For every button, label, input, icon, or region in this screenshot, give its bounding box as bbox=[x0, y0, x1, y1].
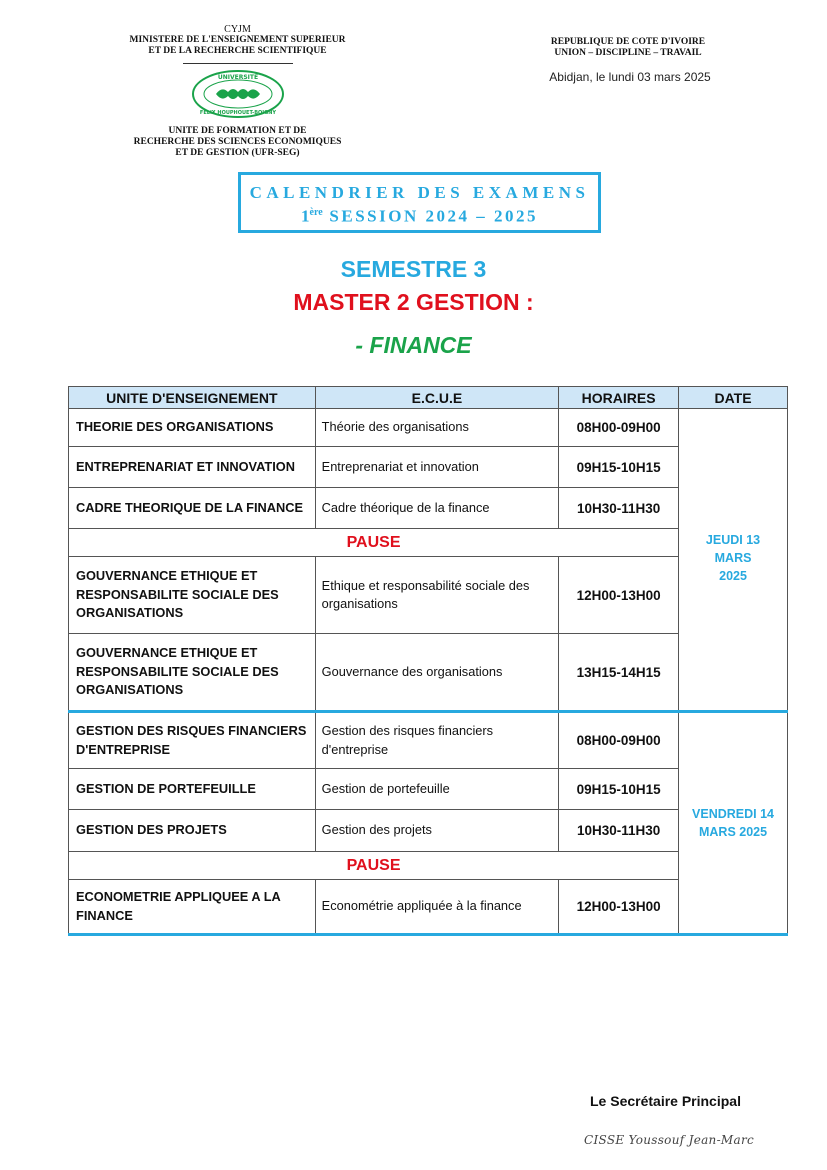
ue-cell: ECONOMETRIE APPLIQUEE A LA FINANCE bbox=[69, 880, 316, 935]
divider bbox=[183, 63, 293, 64]
ufr-line-3: ET DE GESTION (UFR-SEG) bbox=[175, 148, 300, 158]
initials: CYJM bbox=[224, 24, 251, 35]
document-date: Abidjan, le lundi 03 mars 2025 bbox=[549, 70, 711, 84]
exam-schedule-table bbox=[68, 386, 788, 936]
national-motto: UNION – DISCIPLINE – TRAVAIL bbox=[554, 48, 702, 58]
time-cell: 08H00-09H00 bbox=[559, 409, 679, 447]
time-cell: 09H15-10H15 bbox=[559, 447, 679, 488]
ecue-cell: Gouvernance des organisations bbox=[315, 634, 559, 712]
table-row bbox=[69, 409, 788, 447]
session-number: 1 bbox=[301, 206, 310, 226]
pause-label: PAUSE bbox=[69, 852, 679, 880]
title-box bbox=[238, 172, 601, 233]
ufr-line-2: RECHERCHE DES SCIENCES ECONOMIQUES bbox=[133, 137, 342, 147]
ue-cell: GOUVERNANCE ETHIQUE ET RESPONSABILITE SOCIALE DES ORGANISATIONS bbox=[69, 634, 316, 712]
session-superscript: ère bbox=[309, 207, 323, 218]
header-ecue: E.C.U.E bbox=[315, 387, 559, 409]
program-heading: MASTER 2 GESTION : bbox=[293, 289, 534, 315]
logo-text-top: UNIVERSITE bbox=[217, 74, 258, 81]
ue-cell: CADRE THEORIQUE DE LA FINANCE bbox=[69, 488, 316, 529]
institution-header bbox=[110, 24, 365, 159]
time-cell: 09H15-10H15 bbox=[559, 769, 679, 810]
time-cell: 10H30-11H30 bbox=[559, 488, 679, 529]
header-date: DATE bbox=[679, 387, 788, 409]
session-text: SESSION 2024 – 2025 bbox=[322, 206, 538, 226]
time-cell: 08H00-09H00 bbox=[559, 712, 679, 769]
ecue-cell: Théorie des organisations bbox=[315, 409, 559, 447]
ue-cell: THEORIE DES ORGANISATIONS bbox=[69, 409, 316, 447]
time-cell: 12H00-13H00 bbox=[559, 557, 679, 634]
option-heading: - FINANCE bbox=[355, 332, 472, 358]
signature-title: Le Secrétaire Principal bbox=[590, 1093, 741, 1109]
table-header-row bbox=[69, 387, 788, 409]
date-text: VENDREDI 14 MARS 2025 bbox=[692, 807, 775, 839]
ue-cell: GESTION DES RISQUES FINANCIERS D'ENTREPRISE bbox=[69, 712, 316, 769]
logo-text-bottom: FELIX HOUPHOUET-BOIGNY bbox=[199, 110, 276, 116]
header-time: HORAIRES bbox=[559, 387, 679, 409]
ue-cell: GESTION DE PORTEFEUILLE bbox=[69, 769, 316, 810]
semester-heading: SEMESTRE 3 bbox=[340, 256, 487, 282]
time-cell: 10H30-11H30 bbox=[559, 810, 679, 852]
ministry-line-1: MINISTERE DE L'ENSEIGNEMENT SUPERIEUR bbox=[129, 35, 346, 45]
time-cell: 12H00-13H00 bbox=[559, 880, 679, 935]
ecue-cell: Econométrie appliquée à la finance bbox=[315, 880, 559, 935]
date-cell-day-1 bbox=[679, 409, 788, 712]
ufr-line-1: UNITE DE FORMATION ET DE bbox=[168, 126, 307, 136]
header-ue: UNITE D'ENSEIGNEMENT bbox=[69, 387, 316, 409]
signature-name: CISSE Youssouf Jean-Marc bbox=[584, 1133, 755, 1147]
ue-cell: ENTREPRENARIAT ET INNOVATION bbox=[69, 447, 316, 488]
title-line-1: CALENDRIER DES EXAMENS bbox=[249, 183, 590, 202]
table-row bbox=[69, 712, 788, 769]
country-name: REPUBLIQUE DE COTE D'IVOIRE bbox=[550, 37, 706, 47]
ecue-cell: Ethique et responsabilité sociale des organisations bbox=[315, 557, 559, 634]
ministry-line-2: ET DE LA RECHERCHE SCIENTIFIQUE bbox=[148, 46, 327, 56]
university-logo bbox=[190, 68, 286, 120]
date-cell-day-2 bbox=[679, 712, 788, 935]
ue-cell: GOUVERNANCE ETHIQUE ET RESPONSABILITE SOCIALE DES ORGANISATIONS bbox=[69, 557, 316, 634]
ecue-cell: Gestion des projets bbox=[315, 810, 559, 852]
ecue-cell: Gestion des risques financiers d'entreprise bbox=[315, 712, 559, 769]
ue-cell: GESTION DES PROJETS bbox=[69, 810, 316, 852]
ecue-cell: Cadre théorique de la finance bbox=[315, 488, 559, 529]
time-cell: 13H15-14H15 bbox=[559, 634, 679, 712]
date-text: JEUDI 13 MARS 2025 bbox=[705, 532, 761, 583]
ecue-cell: Entreprenariat et innovation bbox=[315, 447, 559, 488]
title-line-2 bbox=[241, 203, 598, 227]
pause-label: PAUSE bbox=[69, 529, 679, 557]
country-header bbox=[528, 37, 728, 59]
ecue-cell: Gestion de portefeuille bbox=[315, 769, 559, 810]
